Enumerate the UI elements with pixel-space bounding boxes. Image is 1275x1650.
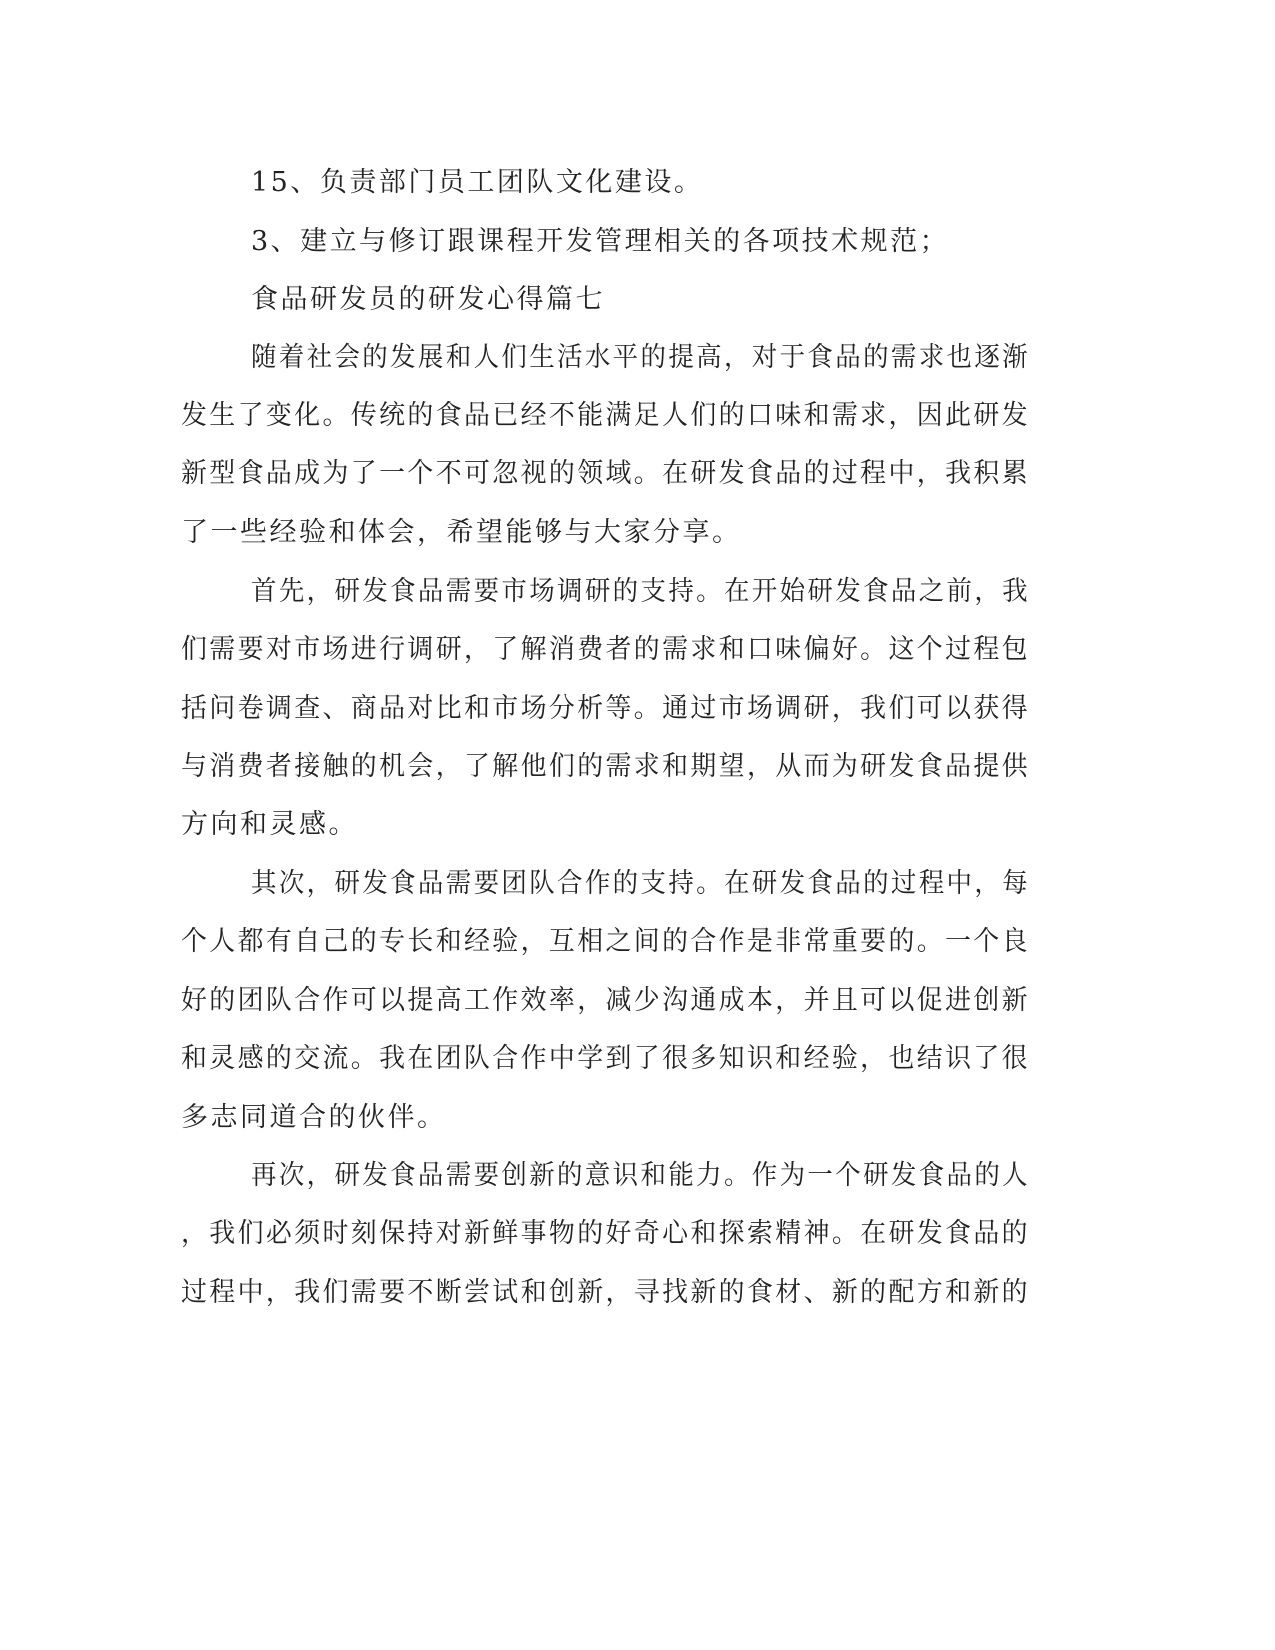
paragraph-4-line-2: ，我们必须时刻保持对新鲜事物的好奇心和探索精神。在研发食品的 bbox=[181, 1218, 1030, 1249]
text-line-item-3: 3、建立与修订跟课程开发管理相关的各项技术规范； bbox=[251, 226, 950, 257]
paragraph-3-line-2: 个人都有自己的专长和经验，互相之间的合作是非常重要的。一个良 bbox=[181, 926, 1030, 957]
paragraph-2-line-1: 首先，研发食品需要市场调研的支持。在开始研发食品之前，我 bbox=[251, 576, 1031, 607]
paragraph-3-line-3: 好的团队合作可以提高工作效率，减少沟通成本，并且可以促进创新 bbox=[181, 985, 1030, 1016]
paragraph-1-line-3: 新型食品成为了一个不可忽视的领域。在研发食品的过程中，我积累 bbox=[181, 458, 1030, 489]
paragraph-1-line-1: 随着社会的发展和人们生活水平的提高，对于食品的需求也逐渐 bbox=[251, 342, 1031, 373]
paragraph-4-line-1: 再次，研发食品需要创新的意识和能力。作为一个研发食品的人 bbox=[251, 1160, 1031, 1191]
paragraph-3-line-1: 其次，研发食品需要团队合作的支持。在研发食品的过程中，每 bbox=[251, 868, 1031, 899]
paragraph-1-line-2: 发生了变化。传统的食品已经不能满足人们的口味和需求，因此研发 bbox=[181, 400, 1030, 431]
paragraph-2-line-3: 括问卷调查、商品对比和市场分析等。通过市场调研，我们可以获得 bbox=[181, 693, 1030, 724]
paragraph-3-line-4: 和灵感的交流。我在团队合作中学到了很多知识和经验，也结识了很 bbox=[181, 1043, 1030, 1074]
text-line-item-15: 15、负责部门员工团队文化建设。 bbox=[251, 167, 704, 198]
paragraph-2-line-2: 们需要对市场进行调研，了解消费者的需求和口味偏好。这个过程包 bbox=[181, 634, 1030, 665]
paragraph-1-line-4: 了一些经验和体会，希望能够与大家分享。 bbox=[181, 517, 742, 548]
paragraph-2-line-4: 与消费者接触的机会，了解他们的需求和期望，从而为研发食品提供 bbox=[181, 751, 1030, 782]
paragraph-4-line-3: 过程中，我们需要不断尝试和创新，寻找新的食材、新的配方和新的 bbox=[181, 1277, 1030, 1308]
paragraph-3-line-5: 多志同道合的伙伴。 bbox=[181, 1102, 447, 1133]
paragraph-2-line-5: 方向和灵感。 bbox=[181, 809, 358, 840]
section-heading: 食品研发员的研发心得篇七 bbox=[251, 284, 605, 315]
